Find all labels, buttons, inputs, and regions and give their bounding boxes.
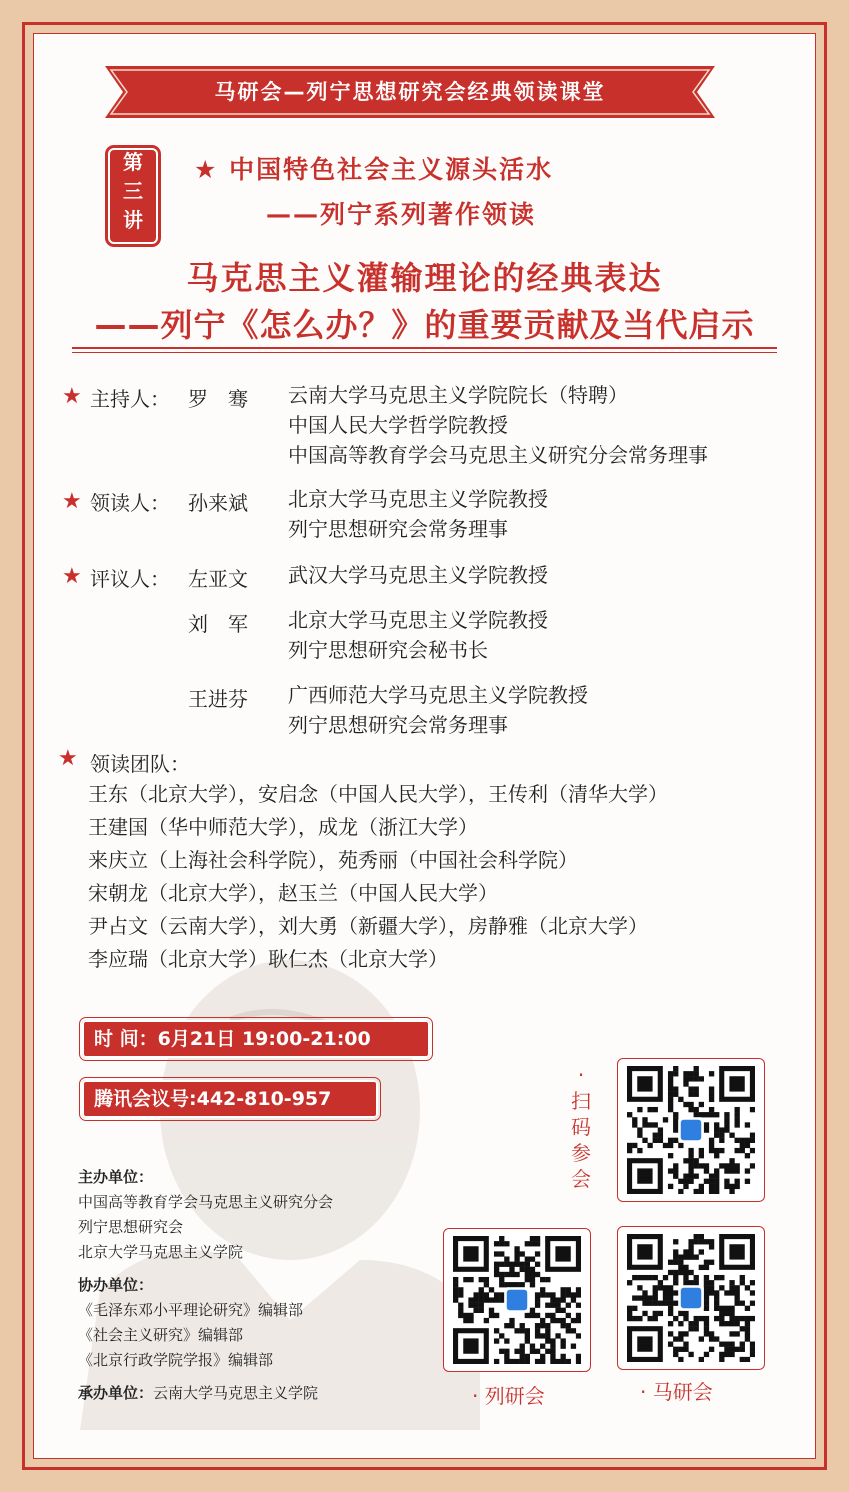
myh-qr-code[interactable] [627, 1234, 755, 1362]
scan-char: 码 [571, 1115, 591, 1139]
organizers [78, 1165, 333, 1406]
scan-char: 扫 [571, 1089, 591, 1113]
commentator-description [288, 680, 588, 740]
lecture-badge [108, 148, 158, 244]
time-pill: 时 间：6月21日 19:00-21:00 [82, 1020, 430, 1058]
team-label: 领读团队： [90, 752, 190, 776]
scan-to-join-label [568, 1062, 594, 1192]
team-line: 来庆立（上海社会科学院），苑秀丽（中国社会科学院） [88, 848, 578, 872]
commentator-name: 刘 军 [188, 612, 248, 636]
desc-line: 列宁思想研究会常务理事 [288, 713, 508, 737]
star-icon: ★ [62, 564, 82, 589]
desc-line: 武汉大学马克思主义学院教授 [288, 563, 548, 587]
desc-line: 北京大学马克思主义学院教授 [288, 608, 548, 632]
host-org: 列宁思想研究会 [78, 1218, 184, 1236]
lyh-qr-code[interactable] [453, 1236, 581, 1364]
subtitle-line-2: ——列宁系列著作领读 [266, 200, 537, 229]
team-line: 李应瑞（北京大学）耿仁杰（北京大学） [88, 947, 448, 971]
undertake-org: 云南大学马克思主义学院 [153, 1384, 319, 1402]
host-role: 主持人： [90, 387, 170, 411]
team-line: 尹占文（云南大学），刘大勇（新疆大学），房静雅（北京大学） [88, 914, 648, 938]
reader-role: 领读人： [90, 491, 170, 515]
star-icon: ★ [62, 489, 82, 514]
desc-line: 中国高等教育学会马克思主义研究分会常务理事 [288, 443, 708, 467]
desc-line: 北京大学马克思主义学院教授 [288, 487, 548, 511]
myh-qr-frame[interactable] [617, 1226, 765, 1370]
scan-char: · [577, 1063, 585, 1087]
lyh-qr-caption: · 列研会 [472, 1384, 545, 1408]
lecture-badge-char: 讲 [123, 208, 143, 232]
co-org: 《北京行政学院学报》编辑部 [78, 1351, 274, 1369]
host-org: 中国高等教育学会马克思主义研究分会 [78, 1193, 334, 1211]
undertake-org-label: 承办单位： [78, 1384, 154, 1402]
desc-line: 中国人民大学哲学院教授 [288, 413, 508, 437]
host-org: 北京大学马克思主义学院 [78, 1243, 244, 1261]
reader-name: 孙来斌 [188, 491, 248, 515]
co-org: 《社会主义研究》编辑部 [78, 1326, 244, 1344]
meeting-qr-frame[interactable] [617, 1058, 765, 1202]
desc-line: 列宁思想研究会秘书长 [288, 638, 488, 662]
host-name: 罗 骞 [188, 387, 248, 411]
lecture-badge-char: 第 [123, 150, 143, 174]
title-divider [72, 347, 777, 349]
reader-description [288, 484, 548, 544]
host-description [288, 380, 708, 470]
co-org-label: 协办单位： [78, 1276, 154, 1294]
lecture-badge-char: 三 [123, 179, 143, 203]
team-line: 王东（北京大学），安启念（中国人民大学），王传利（清华大学） [88, 782, 668, 806]
meeting-id-pill: 腾讯会议号:442-810-957 [82, 1080, 378, 1118]
desc-line: 列宁思想研究会常务理事 [288, 517, 508, 541]
co-org: 《毛泽东邓小平理论研究》编辑部 [78, 1301, 304, 1319]
team-list [88, 778, 668, 976]
title-divider-thin [72, 352, 777, 353]
subtitle-text: 中国特色社会主义源头活水 [229, 155, 554, 184]
desc-line: 广西师范大学马克思主义学院教授 [288, 683, 588, 707]
star-icon: ★ [194, 155, 230, 184]
subtitle-line-1 [194, 150, 553, 186]
commentator-name: 左亚文 [188, 567, 248, 591]
lyh-qr-frame[interactable] [443, 1228, 591, 1372]
commentator-name: 王进芬 [188, 687, 248, 711]
desc-line: 云南大学马克思主义学院院长（特聘） [288, 383, 628, 407]
commentator-role: 评议人： [90, 567, 170, 591]
main-title-line-1: 马克思主义灌输理论的经典表达 [186, 259, 663, 297]
commentator-description [288, 605, 548, 665]
star-icon: ★ [58, 746, 78, 771]
scan-char: 参 [571, 1141, 591, 1165]
team-line: 宋朝龙（北京大学），赵玉兰（中国人民大学） [88, 881, 498, 905]
team-line: 王建国（华中师范大学），成龙（浙江大学） [88, 815, 478, 839]
scan-char: 会 [571, 1167, 591, 1191]
host-org-label: 主办单位： [78, 1168, 154, 1186]
main-title-line-2: ——列宁《怎么办？》的重要贡献及当代启示 [94, 306, 755, 344]
banner-title: 马研会—列宁思想研究会经典领读课堂 [214, 80, 606, 104]
myh-qr-caption: · 马研会 [640, 1380, 713, 1404]
star-icon: ★ [62, 384, 82, 409]
meeting-qr-code[interactable] [627, 1066, 755, 1194]
commentator-description [288, 560, 548, 590]
